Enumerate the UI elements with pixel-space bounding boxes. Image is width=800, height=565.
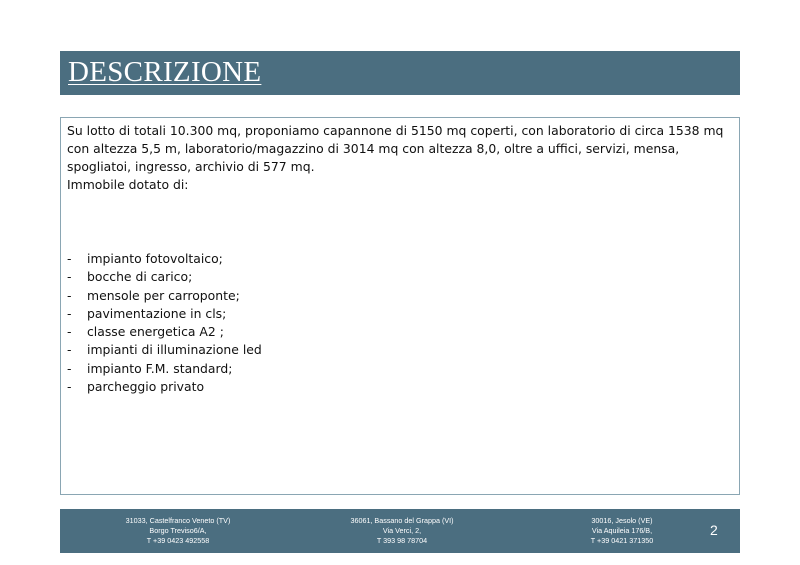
- office-phone: T +39 0423 492558: [146, 536, 210, 545]
- feature-text: parcheggio privato: [87, 379, 205, 395]
- bullet-dash: -: [67, 324, 72, 340]
- description-text: [67, 122, 735, 194]
- office-phone: T +39 0421 371350: [590, 536, 654, 545]
- feature-item: [67, 323, 667, 341]
- bullet-dash: -: [67, 360, 72, 376]
- feature-text: classe energetica A2 ;: [87, 324, 224, 340]
- feature-item: [67, 360, 667, 378]
- office-address: Via Aquileia 176/B,: [591, 526, 653, 535]
- description-paragraph: Su lotto di totali 10.300 mq, proponiamo capannone di 5150 mq coperti, con laboratorio di circa 1538 mq con altezza 5,5 m, laboratorio/magazzino di 3014 mq con altezza 8,0, oltre a uffici, servizi, mensa, spogliatoi, ingresso, archivio di 577 mq.: [67, 123, 724, 174]
- bullet-dash: -: [67, 269, 72, 285]
- feature-text: impianto F.M. standard;: [87, 360, 233, 376]
- office-phone: T 393 98 78704: [376, 536, 428, 545]
- office-castelfranco: [88, 516, 268, 546]
- feature-item: [67, 378, 667, 396]
- footer-bar: [60, 509, 740, 553]
- bullet-dash: -: [67, 251, 72, 266]
- description-box: [60, 117, 740, 495]
- feature-text: bocche di carico;: [87, 269, 193, 285]
- office-jesolo: [532, 516, 712, 546]
- bullet-dash: -: [67, 379, 72, 395]
- bullet-dash: -: [67, 342, 72, 358]
- description-intro: Immobile dotato di:: [67, 177, 189, 192]
- office-city: 31033, Castelfranco Veneto (TV): [125, 516, 231, 525]
- features-list: [67, 250, 667, 396]
- bullet-dash: -: [67, 287, 72, 303]
- feature-text: pavimentazione in cls;: [87, 305, 227, 321]
- header-bar: [60, 51, 740, 95]
- office-address: Via Verci, 2,: [382, 526, 422, 535]
- feature-text: impianti di illuminazione led: [87, 342, 262, 358]
- feature-text: impianto fotovoltaico;: [87, 251, 223, 266]
- office-bassano: [312, 516, 492, 546]
- feature-item: [67, 250, 667, 268]
- office-city: 30016, Jesolo (VE): [591, 516, 653, 525]
- feature-item: [67, 287, 667, 305]
- feature-item: [67, 305, 667, 323]
- page-number: 2: [710, 522, 718, 538]
- bullet-dash: -: [67, 305, 72, 321]
- feature-item: [67, 341, 667, 359]
- feature-item: [67, 268, 667, 286]
- feature-text: mensole per carroponte;: [87, 287, 240, 303]
- office-city: 36061, Bassano del Grappa (VI): [350, 516, 454, 525]
- office-address: Borgo Treviso6/A,: [149, 526, 207, 535]
- page-title: DESCRIZIONE: [68, 56, 262, 88]
